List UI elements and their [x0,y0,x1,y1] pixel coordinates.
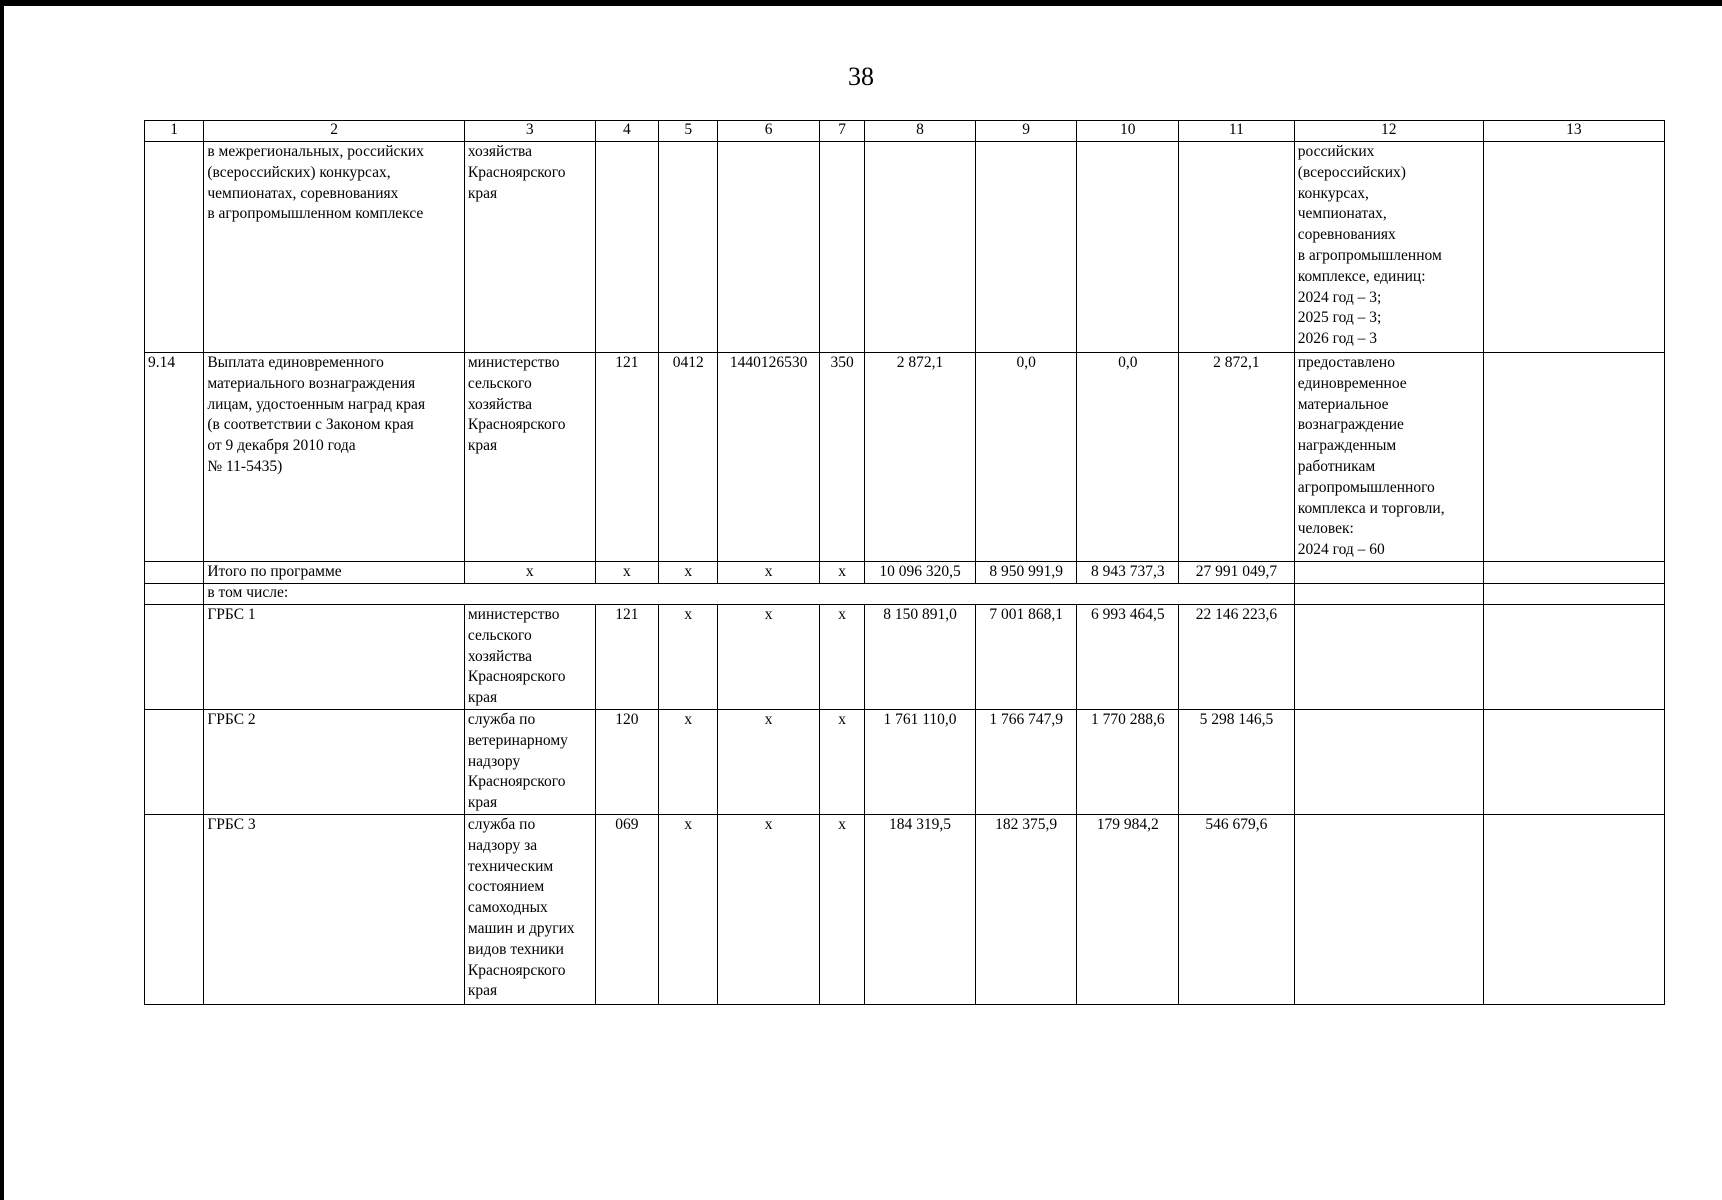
expected-result-cell [1294,815,1483,1005]
table-row-continuation [145,142,1665,353]
expected-result-cell [1294,605,1483,710]
amount-total-cell: 2 872,1 [1179,353,1295,562]
row-number-cell [145,605,204,710]
note-cell [1483,605,1664,710]
section-code-cell: x [659,605,718,710]
amount-cell: 8 150 891,0 [865,605,976,710]
target-code-cell: x [718,710,820,815]
row-number-cell [145,710,204,815]
grbs-code-cell: 121 [595,605,658,710]
amount-cell [1077,142,1179,353]
grbs-code-cell: 069 [595,815,658,1005]
expense-type-cell [819,142,864,353]
amount-cell: 0,0 [975,353,1077,562]
amount-cell: 6 993 464,5 [1077,605,1179,710]
table-row-grbs-2 [145,710,1665,815]
note-cell [1483,815,1664,1005]
responsible-cell: x [464,562,595,584]
amount-cell: 1 770 288,6 [1077,710,1179,815]
expense-type-cell: x [819,710,864,815]
amount-cell: 8 950 991,9 [975,562,1077,584]
grbs-label: ГРБС 2 [204,710,465,815]
target-code-cell: 1440126530 [718,353,820,562]
expense-type-cell: x [819,562,864,584]
grbs-label: ГРБС 3 [204,815,465,1005]
header-cell: 8 [865,121,976,142]
grbs-code-cell: 120 [595,710,658,815]
expense-type-cell: x [819,605,864,710]
expense-type-cell: 350 [819,353,864,562]
row-number-cell [145,584,204,605]
header-cell: 3 [464,121,595,142]
scan-border-left [0,0,4,1200]
including-label: в том числе: [204,584,1294,605]
table-row-total [145,562,1665,584]
amount-total-cell [1179,142,1295,353]
amount-cell: 1 766 747,9 [975,710,1077,815]
section-code-cell [659,142,718,353]
event-name-cell: в межрегиональных, российских (всероссийских) конкурсах, чемпионатах, соревнованиях в агропромышленном комплексе [204,142,465,353]
amount-cell [865,142,976,353]
note-cell [1483,353,1664,562]
budget-table [144,120,1665,1005]
section-code-cell: 0412 [659,353,718,562]
header-cell: 9 [975,121,1077,142]
amount-cell: 7 001 868,1 [975,605,1077,710]
note-cell [1483,710,1664,815]
target-code-cell: x [718,815,820,1005]
target-code-cell: x [718,562,820,584]
grbs-code-cell: 121 [595,353,658,562]
table-row-9-14 [145,353,1665,562]
header-cell: 6 [718,121,820,142]
header-cell: 5 [659,121,718,142]
responsible-cell: хозяйства Красноярского края [464,142,595,353]
row-number-cell [145,815,204,1005]
grbs-label: ГРБС 1 [204,605,465,710]
table-row-including [145,584,1665,605]
amount-cell: 1 761 110,0 [865,710,976,815]
amount-total-cell: 5 298 146,5 [1179,710,1295,815]
expense-type-cell: x [819,815,864,1005]
expected-result-cell [1294,562,1483,584]
table-row-grbs-3 [145,815,1665,1005]
row-number-cell [145,142,204,353]
amount-cell [975,142,1077,353]
expected-result-cell: предоставлено единовременное материальное вознаграждение награжденным работникам агропромышленного комплекса и торговли, человек: 2024 год – 60 [1294,353,1483,562]
amount-cell: 182 375,9 [975,815,1077,1005]
section-code-cell: x [659,815,718,1005]
responsible-cell: министерство сельского хозяйства Красноярского края [464,605,595,710]
amount-cell: 184 319,5 [865,815,976,1005]
grbs-code-cell [595,142,658,353]
event-name-cell: Выплата единовременного материального вознаграждения лицам, удостоенным наград края (в соответствии с Законом края от 9 декабря 2010 года № 11-5435) [204,353,465,562]
header-cell: 2 [204,121,465,142]
section-code-cell: x [659,710,718,815]
amount-cell: 8 943 737,3 [1077,562,1179,584]
header-cell: 10 [1077,121,1179,142]
note-cell [1483,584,1664,605]
expected-result-cell: российских (всероссийских) конкурсах, чемпионатах, соревнованиях в агропромышленном комплексе, единиц: 2024 год – 3; 2025 год – 3; 2026 год – 3 [1294,142,1483,353]
amount-cell: 10 096 320,5 [865,562,976,584]
header-cell: 1 [145,121,204,142]
target-code-cell [718,142,820,353]
amount-cell: 2 872,1 [865,353,976,562]
amount-total-cell: 22 146 223,6 [1179,605,1295,710]
header-cell: 12 [1294,121,1483,142]
grbs-code-cell: x [595,562,658,584]
header-cell: 13 [1483,121,1664,142]
expected-result-cell [1294,584,1483,605]
note-cell [1483,562,1664,584]
amount-total-cell: 546 679,6 [1179,815,1295,1005]
note-cell [1483,142,1664,353]
page-number: 38 [848,62,874,91]
target-code-cell: x [718,605,820,710]
scan-border-top [0,0,1722,6]
row-number-cell [145,562,204,584]
header-row [145,121,1665,142]
header-cell: 11 [1179,121,1295,142]
responsible-cell: служба по ветеринарному надзору Красноярского края [464,710,595,815]
expected-result-cell [1294,710,1483,815]
amount-cell: 0,0 [1077,353,1179,562]
responsible-cell: министерство сельского хозяйства Красноярского края [464,353,595,562]
amount-total-cell: 27 991 049,7 [1179,562,1295,584]
row-number-cell: 9.14 [145,353,204,562]
amount-cell: 179 984,2 [1077,815,1179,1005]
responsible-cell: служба по надзору за техническим состоянием самоходных машин и других видов техники Красноярского края [464,815,595,1005]
table-row-grbs-1 [145,605,1665,710]
section-code-cell: x [659,562,718,584]
header-cell: 4 [595,121,658,142]
total-label: Итого по программе [204,562,465,584]
header-cell: 7 [819,121,864,142]
